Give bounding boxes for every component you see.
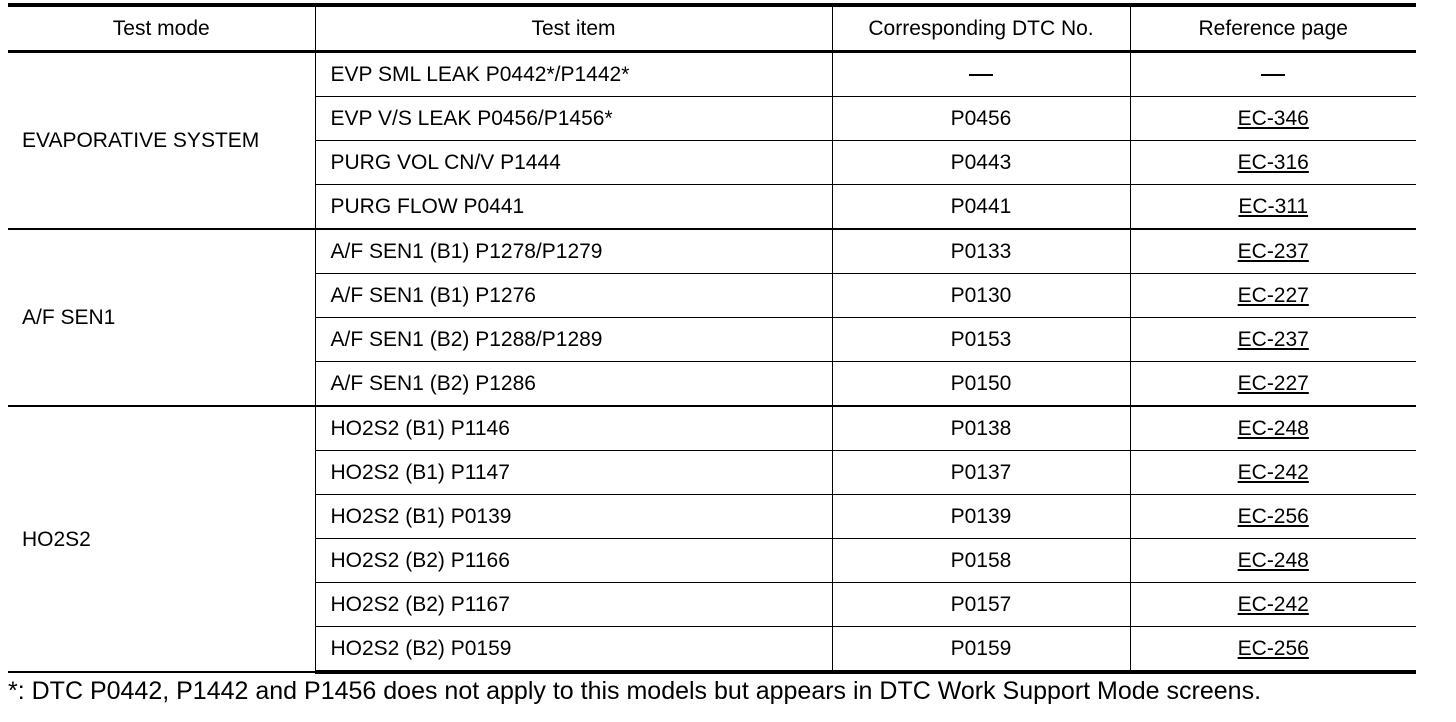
header-reference-page: Reference page <box>1130 5 1416 52</box>
test-item-cell: HO2S2 (B1) P0139 <box>315 495 832 539</box>
header-test-mode: Test mode <box>8 5 315 52</box>
dtc-no-cell: P0456 <box>832 97 1130 141</box>
reference-page-link[interactable]: EC-237 <box>1237 328 1309 351</box>
reference-page-cell <box>1130 318 1416 362</box>
reference-page-cell <box>1130 141 1416 185</box>
dtc-no-cell: P0157 <box>832 583 1130 627</box>
dtc-no-cell: P0133 <box>832 229 1130 274</box>
reference-page-link[interactable]: EC-227 <box>1237 284 1309 307</box>
reference-page-link[interactable]: EC-256 <box>1237 637 1309 660</box>
test-item-cell: A/F SEN1 (B2) P1286 <box>315 362 832 407</box>
dtc-no-cell: P0153 <box>832 318 1130 362</box>
dtc-no-cell: P0159 <box>832 627 1130 673</box>
reference-page-link[interactable]: EC-316 <box>1237 151 1309 174</box>
test-mode-cell: A/F SEN1 <box>8 229 315 406</box>
reference-page-cell <box>1130 539 1416 583</box>
reference-page-link[interactable]: EC-256 <box>1237 505 1309 528</box>
dtc-no-cell: P0138 <box>832 406 1130 451</box>
reference-page-cell <box>1130 451 1416 495</box>
dtc-no-cell: P0441 <box>832 185 1130 230</box>
test-item-cell: A/F SEN1 (B1) P1278/P1279 <box>315 229 832 274</box>
reference-page-link[interactable]: EC-311 <box>1238 195 1309 218</box>
reference-page-link[interactable]: EC-248 <box>1237 549 1309 572</box>
dash-mark <box>1261 74 1285 76</box>
reference-page-cell <box>1130 627 1416 673</box>
test-item-cell: EVP V/S LEAK P0456/P1456* <box>315 97 832 141</box>
test-item-cell: HO2S2 (B1) P1147 <box>315 451 832 495</box>
reference-page-cell <box>1130 406 1416 451</box>
dash-mark <box>969 74 993 76</box>
reference-page-cell <box>1130 495 1416 539</box>
table-row <box>8 52 1416 97</box>
header-test-item: Test item <box>315 5 832 52</box>
test-item-cell: PURG VOL CN/V P1444 <box>315 141 832 185</box>
test-item-cell: HO2S2 (B2) P0159 <box>315 627 832 673</box>
table-header-row <box>8 5 1416 52</box>
reference-page-link[interactable]: EC-237 <box>1237 240 1309 263</box>
dtc-no-cell: P0443 <box>832 141 1130 185</box>
dtc-no-cell: P0150 <box>832 362 1130 407</box>
test-item-cell: PURG FLOW P0441 <box>315 185 832 230</box>
table-row <box>8 406 1416 451</box>
reference-page-cell <box>1130 97 1416 141</box>
test-item-cell: HO2S2 (B1) P1146 <box>315 406 832 451</box>
test-item-cell: HO2S2 (B2) P1167 <box>315 583 832 627</box>
dtc-no-cell: P0158 <box>832 539 1130 583</box>
reference-page-cell <box>1130 185 1416 230</box>
reference-page-link[interactable]: EC-227 <box>1237 372 1309 395</box>
test-mode-cell: EVAPORATIVE SYSTEM <box>8 52 315 230</box>
document <box>8 3 1416 706</box>
test-item-cell: EVP SML LEAK P0442*/P1442* <box>315 52 832 97</box>
reference-page-cell <box>1130 362 1416 407</box>
dtc-no-cell <box>832 52 1130 97</box>
dtc-work-support-table <box>8 3 1416 674</box>
test-item-cell: A/F SEN1 (B1) P1276 <box>315 274 832 318</box>
reference-page-link[interactable]: EC-346 <box>1237 107 1309 130</box>
test-item-cell: A/F SEN1 (B2) P1288/P1289 <box>315 318 832 362</box>
header-dtc-no: Corresponding DTC No. <box>832 5 1130 52</box>
dtc-no-cell: P0137 <box>832 451 1130 495</box>
reference-page-link[interactable]: EC-248 <box>1237 417 1309 440</box>
reference-page-link[interactable]: EC-242 <box>1237 593 1309 616</box>
dtc-no-cell: P0139 <box>832 495 1130 539</box>
dtc-no-cell: P0130 <box>832 274 1130 318</box>
reference-page-cell <box>1130 274 1416 318</box>
reference-page-cell <box>1130 229 1416 274</box>
footnote: *: DTC P0442, P1442 and P1456 does not apply to this models but appears in DTC Work Support Mode screens. <box>8 677 1262 705</box>
table-body <box>8 52 1416 673</box>
reference-page-cell <box>1130 52 1416 97</box>
test-item-cell: HO2S2 (B2) P1166 <box>315 539 832 583</box>
reference-page-link[interactable]: EC-242 <box>1237 461 1309 484</box>
test-mode-cell: HO2S2 <box>8 406 315 672</box>
table-row <box>8 229 1416 274</box>
reference-page-cell <box>1130 583 1416 627</box>
